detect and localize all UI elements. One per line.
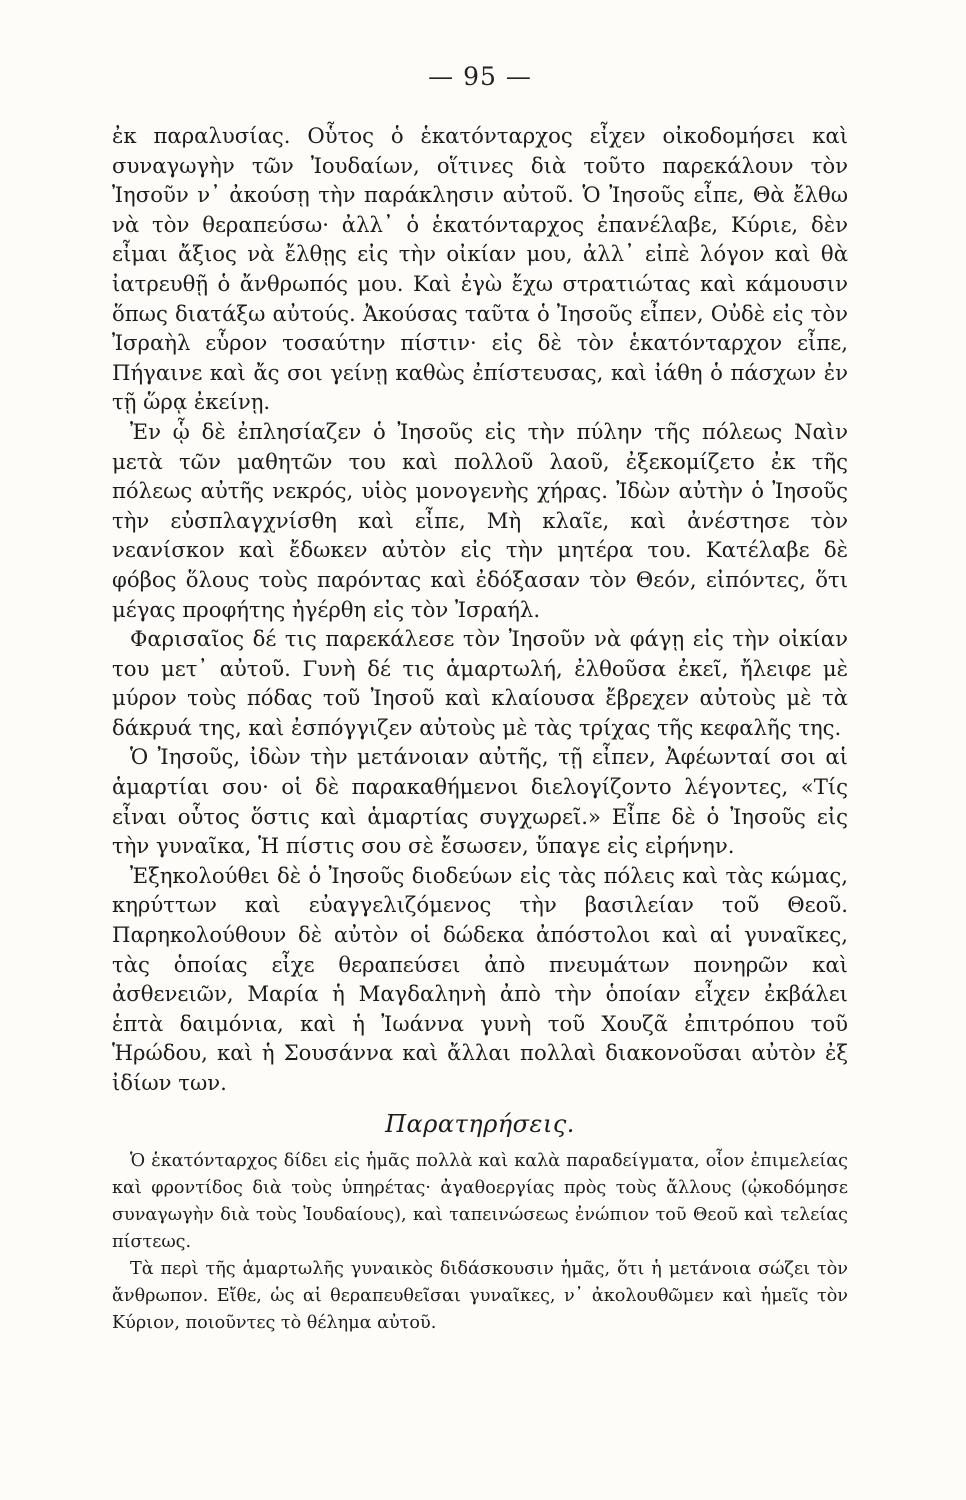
paragraph-1: ἐκ παραλυσίας. Οὗτος ὁ ἑκατόνταρχος εἶχεν οἰκοδομήσει καὶ συναγωγὴν τῶν Ἰουδαίων, οἵτινες διὰ τοῦτο παρεκάλουν τὸν Ἰησοῦν ν᾽ ἀκούσῃ τὴν παράκλησιν αὐτοῦ. Ὁ Ἰησοῦς εἶπε, Θὰ ἔλθω νὰ τὸν θεραπεύσω· ἀλλ᾽ ὁ ἑκατόνταρχος ἐπανέλαβε, Κύριε, δὲν εἶμαι ἄξιος νὰ ἔλθῃς εἰς τὴν οἰκίαν μου, ἀλλ᾽ εἰπὲ λόγον καὶ θὰ ἰατρευθῇ ὁ ἄνθρωπός μου. Καὶ ἐγὼ ἔχω στρατιώτας καὶ κάμουσιν ὅπως διατάξω αὐτούς. Ἀκούσας ταῦτα ὁ Ἰησοῦς εἶπεν, Οὐδὲ εἰς τὸν Ἰσραὴλ εὗρον τοσαύτην πίστιν· εἰς δὲ τὸν ἑκατόνταρχον εἶπε, Πήγαινε καὶ ἄς σοι γείνῃ καθὼς ἐπίστευσας, καὶ ἰάθη ὁ πάσχων ἐν τῇ ὥρᾳ ἐκείνῃ. — [112, 123, 848, 415]
paragraph-4: Ὁ Ἰησοῦς, ἰδὼν τὴν μετάνοιαν αὐτῆς, τῇ εἶπεν, Ἀφέωνταί σοι αἱ ἁμαρτίαι σου· οἱ δὲ παρακαθήμενοι διελογίζοντο λέγοντες, «Τίς εἶναι οὗτος ὅστις καὶ ἁμαρτίας συγχωρεῖ.» Εἶπε δὲ ὁ Ἰησοῦς εἰς τὴν γυναῖκα, Ἡ πίστις σου σὲ ἔσωσεν, ὕπαγε εἰς εἰρήνην. — [112, 744, 848, 859]
paragraph-2: Ἐν ᾧ δὲ ἐπλησίαζεν ὁ Ἰησοῦς εἰς τὴν πύλην τῆς πόλεως Ναὶν μετὰ τῶν μαθητῶν του καὶ πολλοῦ λαοῦ, ἐξεκομίζετο ἐκ τῆς πόλεως αὐτῆς νεκρός, υἱὸς μονογενὴς χήρας. Ἰδὼν αὐτὴν ὁ Ἰησοῦς τὴν εὐσπλαγχνίσθη καὶ εἶπε, Μὴ κλαῖε, καὶ ἀνέστησε τὸν νεανίσκον καὶ ἔδωκεν αὐτὸν εἰς τὴν μητέρα του. Κατέλαβε δὲ φόβος ὅλους τοὺς παρόντας καὶ ἐδόξασαν τὸν Θεόν, εἰπόντες, ὅτι μέγας προφήτης ἠγέρθη εἰς τὸν Ἰσραήλ. — [112, 418, 848, 622]
paragraph-5: Ἐξηκολούθει δὲ ὁ Ἰησοῦς διοδεύων εἰς τὰς πόλεις καὶ τὰς κώμας, κηρύττων καὶ εὐαγγελιζόμενος τὴν βασιλείαν τοῦ Θεοῦ. Παρηκολούθουν δὲ αὐτὸν οἱ δώδεκα ἀπόστολοι καὶ αἱ γυναῖκες, τὰς ὁποίας εἶχε θεραπεύσει ἀπὸ πνευμάτων πονηρῶν καὶ ἀσθενειῶν, Μαρία ἡ Μαγδαληνὴ ἀπὸ τὴν ὁποίαν εἶχεν ἐκβάλει ἑπτὰ δαιμόνια, καὶ ἡ Ἰωάννα γυνὴ τοῦ Χουζᾶ ἐπιτρόπου τοῦ Ἡρώδου, καὶ ἡ Σουσάννα καὶ ἄλλαι πολλαὶ διακονοῦσαι αὐτὸν ἐξ ἰδίων των. — [112, 862, 848, 1095]
page-number: — 95 — — [428, 62, 532, 91]
note-1: Ὁ ἑκατόνταρχος δίδει εἰς ἡμᾶς πολλὰ καὶ καλὰ παραδείγματα, οἷον ἐπιμελείας καὶ φροντίδος διὰ τοὺς ὑπηρέτας· ἀγαθοεργίας πρὸς τοὺς ἄλλους (ᾠκοδόμησε συναγωγὴν διὰ τοὺς Ἰουδαίους), καὶ ταπεινώσεως ἐνώπιον τοῦ Θεοῦ καὶ τελείας πίστεως. — [112, 1150, 848, 1252]
note-2: Τὰ περὶ τῆς ἁμαρτωλῆς γυναικὸς διδάσκουσιν ἡμᾶς, ὅτι ἡ μετάνοια σώζει τὸν ἄνθρωπον. Εἴθε, ὡς αἱ θεραπευθεῖσαι γυναῖκες, ν᾽ ἀκολουθῶμεν καὶ ἡμεῖς τὸν Κύριον, ποιοῦντες τὸ θέλημα αὐτοῦ. — [112, 1258, 848, 1333]
main-text — [112, 121, 848, 1098]
paragraph-3: Φαρισαῖος δέ τις παρεκάλεσε τὸν Ἰησοῦν νὰ φάγῃ εἰς τὴν οἰκίαν του μετ᾽ αὐτοῦ. Γυνὴ δέ τις ἁμαρτωλή, ἐλθοῦσα ἐκεῖ, ἤλειφε μὲ μύρον τοὺς πόδας τοῦ Ἰησοῦ καὶ κλαίουσα ἔβρεχεν αὐτοὺς μὲ τὰ δάκρυά της, καὶ ἐσπόγγιζεν αὐτοὺς μὲ τὰς τρίχας τῆς κεφαλῆς της. — [112, 626, 848, 740]
notes-heading: Παρατηρήσεις. — [385, 1109, 575, 1138]
notes-text — [112, 1148, 848, 1337]
